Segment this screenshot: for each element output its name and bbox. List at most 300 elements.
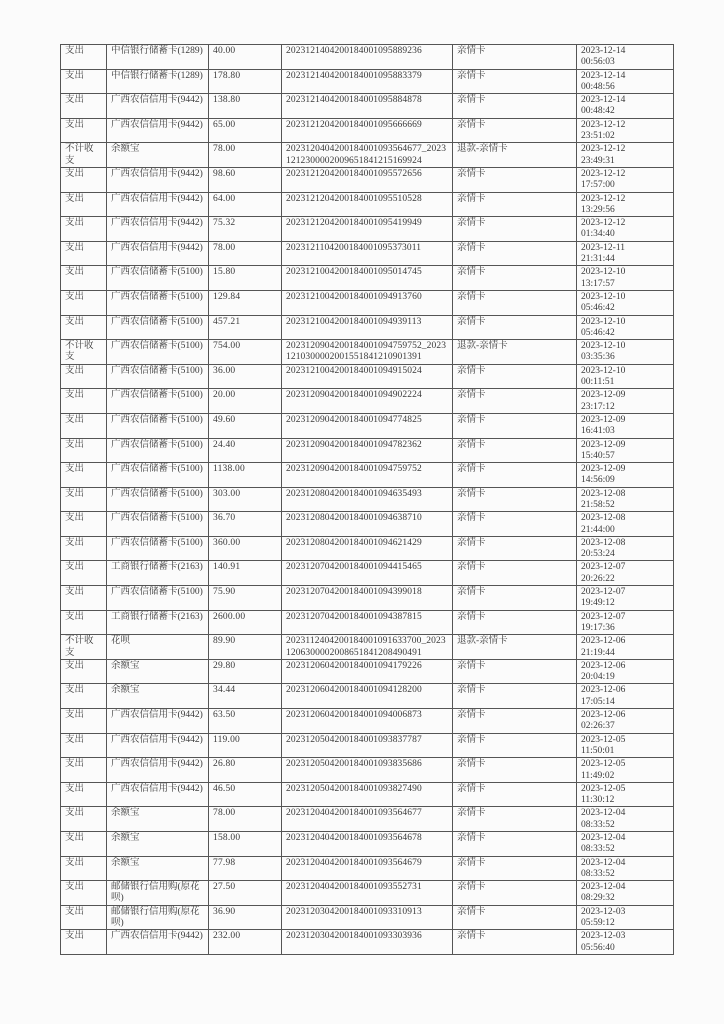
cell-amount: 27.50 — [209, 881, 282, 906]
cell-line: 00:11:51 — [581, 377, 615, 388]
cell-amount: 129.84 — [209, 290, 282, 315]
cell-line: 20:04:19 — [581, 672, 615, 683]
cell-line: 08:33:52 — [581, 819, 615, 830]
cell-amount: 457.21 — [209, 315, 282, 340]
cell-line: 2023-12-07 — [581, 587, 626, 598]
cell-method: 亲情卡 — [453, 905, 577, 930]
cell-id: 2023120404200184001093564677_20231212300002009651841215169924 — [282, 143, 453, 168]
cell-account: 广西农信储蓄卡(5100) — [107, 413, 209, 438]
cell-amount: 1138.00 — [209, 463, 282, 488]
cell-line: 2023-12-09 — [581, 390, 626, 401]
table-row — [61, 463, 674, 488]
cell-amount: 140.91 — [209, 561, 282, 586]
cell-datetime — [577, 364, 674, 389]
cell-line: 2023-12-04 — [581, 808, 626, 819]
cell-line: 2023-12-12 — [581, 144, 626, 155]
cell-category: 支出 — [61, 684, 107, 709]
cell-method: 亲情卡 — [453, 856, 577, 881]
table-row — [61, 487, 674, 512]
table-row — [61, 315, 674, 340]
cell-amount: 232.00 — [209, 930, 282, 955]
cell-method: 亲情卡 — [453, 512, 577, 537]
cell-id: 2023121404200184001095883379 — [282, 69, 453, 94]
cell-id: 2023120304200184001093310913 — [282, 905, 453, 930]
cell-category: 支出 — [61, 69, 107, 94]
cell-line: 02:26:37 — [581, 721, 615, 732]
cell-amount: 754.00 — [209, 340, 282, 365]
cell-line: 08:29:32 — [581, 893, 615, 904]
cell-account: 广西农信储蓄卡(5100) — [107, 487, 209, 512]
cell-line: 19:49:12 — [581, 598, 615, 609]
cell-line: 2023-12-07 — [581, 562, 626, 573]
cell-amount: 78.00 — [209, 143, 282, 168]
cell-method: 亲情卡 — [453, 167, 577, 192]
cell-account: 广西农信信用卡(9442) — [107, 167, 209, 192]
cell-amount: 36.90 — [209, 905, 282, 930]
cell-method: 亲情卡 — [453, 561, 577, 586]
cell-method: 退款-亲情卡 — [453, 143, 577, 168]
cell-id: 2023120904200184001094774825 — [282, 413, 453, 438]
cell-account: 广西农信信用卡(9442) — [107, 192, 209, 217]
table-row — [61, 167, 674, 192]
cell-id: 2023120404200184001093564678 — [282, 832, 453, 857]
cell-datetime — [577, 143, 674, 168]
cell-method: 亲情卡 — [453, 266, 577, 291]
table-row — [61, 512, 674, 537]
cell-datetime — [577, 561, 674, 586]
cell-datetime — [577, 709, 674, 734]
cell-method: 亲情卡 — [453, 192, 577, 217]
cell-category: 支出 — [61, 438, 107, 463]
cell-amount: 29.80 — [209, 659, 282, 684]
cell-account: 工商银行储蓄卡(2163) — [107, 561, 209, 586]
cell-amount: 65.00 — [209, 118, 282, 143]
cell-id: 2023120604200184001094179226 — [282, 659, 453, 684]
cell-id: 2023120904200184001094759752_20231210300002001551841210901391 — [282, 340, 453, 365]
cell-method: 亲情卡 — [453, 758, 577, 783]
cell-line: 11:30:12 — [581, 795, 615, 806]
cell-line: 21:58:52 — [581, 499, 615, 510]
cell-amount: 360.00 — [209, 536, 282, 561]
cell-method: 亲情卡 — [453, 290, 577, 315]
cell-id: 2023121204200184001095419949 — [282, 217, 453, 242]
cell-id: 2023120504200184001093827490 — [282, 782, 453, 807]
cell-account: 广西农信信用卡(9442) — [107, 930, 209, 955]
cell-amount: 75.90 — [209, 586, 282, 611]
cell-line: 08:33:52 — [581, 868, 615, 879]
cell-id: 2023120804200184001094635493 — [282, 487, 453, 512]
cell-line: 08:33:52 — [581, 844, 615, 855]
table-row — [61, 389, 674, 414]
cell-amount: 119.00 — [209, 733, 282, 758]
cell-account: 广西农信信用卡(9442) — [107, 241, 209, 266]
table-row — [61, 856, 674, 881]
cell-datetime — [577, 905, 674, 930]
cell-amount: 138.80 — [209, 94, 282, 119]
cell-amount: 2600.00 — [209, 610, 282, 635]
cell-datetime — [577, 69, 674, 94]
cell-datetime — [577, 438, 674, 463]
cell-line: 2023-12-10 — [581, 316, 626, 327]
cell-line: 2023-12-14 — [581, 46, 626, 56]
cell-datetime — [577, 832, 674, 857]
table-row — [61, 94, 674, 119]
table-row — [61, 586, 674, 611]
cell-datetime — [577, 487, 674, 512]
cell-line: 2023-12-07 — [581, 611, 626, 622]
cell-line: 23:49:31 — [581, 155, 615, 166]
cell-amount: 303.00 — [209, 487, 282, 512]
cell-line: 2023-12-05 — [581, 734, 626, 745]
cell-line: 2023-12-08 — [581, 537, 626, 548]
cell-line: 2023-12-14 — [581, 70, 626, 81]
cell-amount: 89.90 — [209, 635, 282, 660]
cell-datetime — [577, 118, 674, 143]
cell-amount: 46.50 — [209, 782, 282, 807]
cell-category: 支出 — [61, 536, 107, 561]
table-row — [61, 684, 674, 709]
cell-datetime — [577, 167, 674, 192]
cell-id: 2023120404200184001093564677 — [282, 807, 453, 832]
table-row — [61, 266, 674, 291]
cell-amount: 34.44 — [209, 684, 282, 709]
cell-id: 2023120604200184001094128200 — [282, 684, 453, 709]
table-row — [61, 69, 674, 94]
cell-category: 支出 — [61, 45, 107, 70]
cell-category: 支出 — [61, 463, 107, 488]
cell-datetime — [577, 389, 674, 414]
cell-datetime — [577, 266, 674, 291]
cell-id: 2023120704200184001094415465 — [282, 561, 453, 586]
cell-line: 00:48:56 — [581, 81, 615, 92]
cell-category: 支出 — [61, 659, 107, 684]
cell-datetime — [577, 290, 674, 315]
cell-line: 00:48:42 — [581, 106, 615, 117]
cell-line: 03:35:36 — [581, 352, 615, 363]
cell-method: 亲情卡 — [453, 881, 577, 906]
cell-id: 2023120904200184001094759752 — [282, 463, 453, 488]
cell-method: 亲情卡 — [453, 487, 577, 512]
cell-line: 00:56:03 — [581, 57, 615, 68]
cell-method: 亲情卡 — [453, 463, 577, 488]
table-row — [61, 290, 674, 315]
cell-method: 亲情卡 — [453, 315, 577, 340]
transactions-body — [61, 45, 674, 955]
cell-line: 2023-12-06 — [581, 660, 626, 671]
cell-account: 广西农信储蓄卡(5100) — [107, 586, 209, 611]
cell-method: 亲情卡 — [453, 733, 577, 758]
cell-line: 19:17:36 — [581, 622, 615, 633]
cell-id: 2023121404200184001095889236 — [282, 45, 453, 70]
cell-account: 广西农信储蓄卡(5100) — [107, 290, 209, 315]
table-row — [61, 438, 674, 463]
table-row — [61, 241, 674, 266]
cell-datetime — [577, 512, 674, 537]
cell-account: 广西农信信用卡(9442) — [107, 217, 209, 242]
cell-category: 支出 — [61, 315, 107, 340]
table-row — [61, 610, 674, 635]
table-row — [61, 807, 674, 832]
cell-method: 亲情卡 — [453, 217, 577, 242]
cell-line: 21:31:44 — [581, 254, 615, 265]
cell-amount: 20.00 — [209, 389, 282, 414]
cell-line: 2023-12-09 — [581, 464, 626, 475]
cell-method: 亲情卡 — [453, 782, 577, 807]
cell-line: 14:56:09 — [581, 475, 615, 486]
cell-category: 支出 — [61, 561, 107, 586]
cell-line: 2023-12-10 — [581, 291, 626, 302]
cell-id: 2023121204200184001095510528 — [282, 192, 453, 217]
cell-method: 退款-亲情卡 — [453, 635, 577, 660]
cell-category: 支出 — [61, 94, 107, 119]
cell-line: 2023-12-03 — [581, 906, 626, 917]
cell-method: 亲情卡 — [453, 241, 577, 266]
cell-account: 广西农信信用卡(9442) — [107, 709, 209, 734]
cell-amount: 26.80 — [209, 758, 282, 783]
cell-line: 21:19:44 — [581, 647, 615, 658]
cell-category: 支出 — [61, 364, 107, 389]
cell-line: 2023-12-11 — [581, 242, 625, 253]
cell-amount: 64.00 — [209, 192, 282, 217]
table-row — [61, 536, 674, 561]
cell-line: 05:56:40 — [581, 942, 615, 953]
cell-id: 2023120404200184001093552731 — [282, 881, 453, 906]
cell-account: 工商银行储蓄卡(2163) — [107, 610, 209, 635]
cell-datetime — [577, 659, 674, 684]
cell-datetime — [577, 340, 674, 365]
cell-method: 亲情卡 — [453, 118, 577, 143]
cell-amount: 78.00 — [209, 807, 282, 832]
cell-account: 广西农信信用卡(9442) — [107, 782, 209, 807]
cell-line: 2023-12-04 — [581, 882, 626, 893]
cell-method: 亲情卡 — [453, 586, 577, 611]
cell-account: 广西农信储蓄卡(5100) — [107, 536, 209, 561]
cell-id: 2023121204200184001095666669 — [282, 118, 453, 143]
table-row — [61, 413, 674, 438]
cell-category: 支出 — [61, 167, 107, 192]
table-row — [61, 881, 674, 906]
cell-category: 支出 — [61, 389, 107, 414]
cell-account: 广西农信储蓄卡(5100) — [107, 266, 209, 291]
cell-category: 支出 — [61, 856, 107, 881]
cell-id: 2023121404200184001095884878 — [282, 94, 453, 119]
cell-category: 不计收支 — [61, 340, 107, 365]
cell-amount: 158.00 — [209, 832, 282, 857]
cell-method: 亲情卡 — [453, 709, 577, 734]
cell-method: 退款-亲情卡 — [453, 340, 577, 365]
cell-amount: 98.60 — [209, 167, 282, 192]
cell-account: 邮储银行信用购(原花呗) — [107, 881, 209, 906]
cell-account: 广西农信储蓄卡(5100) — [107, 315, 209, 340]
cell-method: 亲情卡 — [453, 364, 577, 389]
cell-line: 2023-12-06 — [581, 710, 626, 721]
cell-line: 2023-12-12 — [581, 168, 626, 179]
transactions-table — [60, 44, 674, 955]
cell-datetime — [577, 463, 674, 488]
cell-datetime — [577, 45, 674, 70]
cell-account: 余额宝 — [107, 143, 209, 168]
cell-id: 2023121004200184001094913760 — [282, 290, 453, 315]
cell-method: 亲情卡 — [453, 684, 577, 709]
table-row — [61, 364, 674, 389]
cell-category: 支出 — [61, 905, 107, 930]
cell-datetime — [577, 807, 674, 832]
cell-datetime — [577, 610, 674, 635]
cell-account: 广西农信储蓄卡(5100) — [107, 340, 209, 365]
cell-account: 余额宝 — [107, 659, 209, 684]
cell-datetime — [577, 733, 674, 758]
cell-account: 广西农信储蓄卡(5100) — [107, 463, 209, 488]
cell-line: 16:41:03 — [581, 426, 615, 437]
cell-account: 广西农信储蓄卡(5100) — [107, 364, 209, 389]
cell-amount: 36.70 — [209, 512, 282, 537]
cell-id: 2023120604200184001094006873 — [282, 709, 453, 734]
cell-category: 支出 — [61, 241, 107, 266]
cell-line: 2023-12-14 — [581, 95, 626, 106]
table-row — [61, 340, 674, 365]
cell-line: 20:53:24 — [581, 549, 615, 560]
cell-datetime — [577, 241, 674, 266]
cell-id: 2023120904200184001094902224 — [282, 389, 453, 414]
cell-line: 2023-12-06 — [581, 685, 626, 696]
cell-method: 亲情卡 — [453, 807, 577, 832]
cell-category: 支出 — [61, 118, 107, 143]
cell-account: 广西农信储蓄卡(5100) — [107, 389, 209, 414]
cell-method: 亲情卡 — [453, 659, 577, 684]
cell-category: 支出 — [61, 217, 107, 242]
cell-amount: 75.32 — [209, 217, 282, 242]
cell-line: 11:49:02 — [581, 770, 615, 781]
cell-category: 支出 — [61, 610, 107, 635]
cell-line: 2023-12-03 — [581, 931, 626, 942]
cell-amount: 15.80 — [209, 266, 282, 291]
cell-account: 广西农信信用卡(9442) — [107, 118, 209, 143]
table-row — [61, 118, 674, 143]
cell-id: 2023121004200184001094939113 — [282, 315, 453, 340]
table-row — [61, 561, 674, 586]
cell-amount: 63.50 — [209, 709, 282, 734]
cell-method: 亲情卡 — [453, 438, 577, 463]
cell-account: 广西农信信用卡(9442) — [107, 758, 209, 783]
table-row — [61, 832, 674, 857]
table-row — [61, 782, 674, 807]
cell-account: 广西农信信用卡(9442) — [107, 94, 209, 119]
cell-line: 2023-12-12 — [581, 193, 626, 204]
cell-category: 不计收支 — [61, 635, 107, 660]
table-row — [61, 930, 674, 955]
cell-id: 2023120404200184001093564679 — [282, 856, 453, 881]
cell-category: 支出 — [61, 413, 107, 438]
cell-category: 支出 — [61, 881, 107, 906]
cell-method: 亲情卡 — [453, 610, 577, 635]
cell-line: 2023-12-08 — [581, 513, 626, 524]
cell-method: 亲情卡 — [453, 930, 577, 955]
cell-category: 支出 — [61, 709, 107, 734]
cell-category: 支出 — [61, 758, 107, 783]
cell-line: 01:34:40 — [581, 229, 615, 240]
cell-line: 2023-12-09 — [581, 439, 626, 450]
cell-method: 亲情卡 — [453, 389, 577, 414]
cell-line: 05:59:12 — [581, 918, 615, 929]
cell-category: 支出 — [61, 512, 107, 537]
cell-line: 20:26:22 — [581, 573, 615, 584]
cell-category: 不计收支 — [61, 143, 107, 168]
cell-line: 2023-12-12 — [581, 218, 626, 229]
cell-account: 广西农信信用卡(9442) — [107, 733, 209, 758]
table-row — [61, 217, 674, 242]
cell-datetime — [577, 930, 674, 955]
cell-id: 2023112404200184001091633700_20231206300002008651841208490491 — [282, 635, 453, 660]
cell-line: 2023-12-10 — [581, 341, 626, 352]
cell-id: 2023120504200184001093837787 — [282, 733, 453, 758]
cell-account: 广西农信储蓄卡(5100) — [107, 512, 209, 537]
cell-datetime — [577, 413, 674, 438]
cell-account: 中信银行储蓄卡(1289) — [107, 45, 209, 70]
cell-id: 2023120804200184001094621429 — [282, 536, 453, 561]
cell-account: 余额宝 — [107, 807, 209, 832]
cell-category: 支出 — [61, 266, 107, 291]
cell-line: 11:50:01 — [581, 745, 615, 756]
cell-line: 23:51:02 — [581, 131, 615, 142]
cell-id: 2023120704200184001094399018 — [282, 586, 453, 611]
cell-id: 2023120704200184001094387815 — [282, 610, 453, 635]
table-row — [61, 143, 674, 168]
cell-line: 2023-12-08 — [581, 488, 626, 499]
cell-id: 2023121004200184001095014745 — [282, 266, 453, 291]
cell-line: 2023-12-10 — [581, 267, 626, 278]
cell-line: 05:46:42 — [581, 303, 615, 314]
cell-line: 13:29:56 — [581, 204, 615, 215]
table-row — [61, 709, 674, 734]
table-row — [61, 45, 674, 70]
cell-datetime — [577, 881, 674, 906]
cell-account: 余额宝 — [107, 856, 209, 881]
cell-category: 支出 — [61, 733, 107, 758]
table-row — [61, 192, 674, 217]
cell-category: 支出 — [61, 487, 107, 512]
cell-line: 23:17:12 — [581, 401, 615, 412]
cell-line: 2023-12-05 — [581, 783, 626, 794]
cell-line: 2023-12-04 — [581, 857, 626, 868]
cell-id: 2023121004200184001094915024 — [282, 364, 453, 389]
cell-line: 2023-12-05 — [581, 759, 626, 770]
cell-id: 2023120904200184001094782362 — [282, 438, 453, 463]
cell-datetime — [577, 782, 674, 807]
cell-line: 17:05:14 — [581, 696, 615, 707]
cell-line: 2023-12-06 — [581, 636, 626, 647]
cell-line: 17:57:00 — [581, 180, 615, 191]
cell-datetime — [577, 217, 674, 242]
table-row — [61, 758, 674, 783]
table-row — [61, 635, 674, 660]
table-row — [61, 733, 674, 758]
cell-method: 亲情卡 — [453, 413, 577, 438]
cell-id: 2023120504200184001093835686 — [282, 758, 453, 783]
cell-datetime — [577, 856, 674, 881]
cell-amount: 40.00 — [209, 45, 282, 70]
cell-id: 2023121104200184001095373011 — [282, 241, 453, 266]
cell-category: 支出 — [61, 782, 107, 807]
cell-line: 21:44:00 — [581, 524, 615, 535]
cell-category: 支出 — [61, 192, 107, 217]
cell-datetime — [577, 684, 674, 709]
cell-datetime — [577, 94, 674, 119]
cell-id: 2023121204200184001095572656 — [282, 167, 453, 192]
cell-account: 中信银行储蓄卡(1289) — [107, 69, 209, 94]
cell-amount: 49.60 — [209, 413, 282, 438]
cell-line: 15:40:57 — [581, 450, 615, 461]
cell-category: 支出 — [61, 586, 107, 611]
